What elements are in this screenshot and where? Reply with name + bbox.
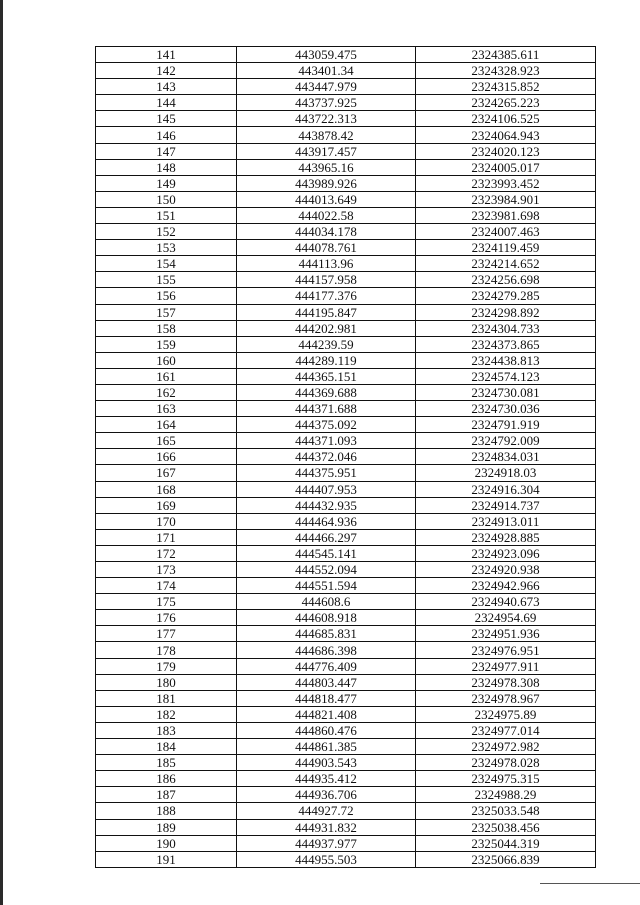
- point-number-cell: 157: [96, 304, 237, 320]
- x-coordinate-cell: 444545.141: [237, 545, 416, 561]
- x-coordinate-cell: 444776.409: [237, 658, 416, 674]
- x-coordinate-cell: 444685.831: [237, 626, 416, 642]
- table-row: [96, 529, 596, 545]
- x-coordinate-cell: 444551.594: [237, 578, 416, 594]
- table-row: [96, 642, 596, 658]
- point-number-cell: 153: [96, 240, 237, 256]
- y-coordinate-cell: 2324106.525: [416, 111, 596, 127]
- x-coordinate-cell: 443447.979: [237, 79, 416, 95]
- x-coordinate-cell: 444369.688: [237, 384, 416, 400]
- point-number-cell: 165: [96, 433, 237, 449]
- point-number-cell: 159: [96, 336, 237, 352]
- table-row: [96, 111, 596, 127]
- x-coordinate-cell: 444861.385: [237, 739, 416, 755]
- x-coordinate-cell: 444034.178: [237, 224, 416, 240]
- y-coordinate-cell: 2324005.017: [416, 159, 596, 175]
- y-coordinate-cell: 2324977.911: [416, 658, 596, 674]
- y-coordinate-cell: 2324730.081: [416, 384, 596, 400]
- y-coordinate-cell: 2323993.452: [416, 175, 596, 191]
- table-row: [96, 658, 596, 674]
- y-coordinate-cell: 2324834.031: [416, 449, 596, 465]
- x-coordinate-cell: 443401.34: [237, 63, 416, 79]
- y-coordinate-cell: 2324315.852: [416, 79, 596, 95]
- y-coordinate-cell: 2325038.456: [416, 819, 596, 835]
- x-coordinate-cell: 444931.832: [237, 819, 416, 835]
- scan-edge-shadow: [0, 0, 3, 905]
- table-row: [96, 626, 596, 642]
- table-row: [96, 706, 596, 722]
- y-coordinate-cell: 2324730.036: [416, 401, 596, 417]
- table-row: [96, 819, 596, 835]
- point-number-cell: 186: [96, 771, 237, 787]
- y-coordinate-cell: 2324978.028: [416, 755, 596, 771]
- x-coordinate-cell: 444552.094: [237, 562, 416, 578]
- point-number-cell: 180: [96, 674, 237, 690]
- x-coordinate-cell: 444365.151: [237, 368, 416, 384]
- y-coordinate-cell: 2324976.951: [416, 642, 596, 658]
- point-number-cell: 152: [96, 224, 237, 240]
- table-row: [96, 610, 596, 626]
- y-coordinate-cell: 2324978.967: [416, 690, 596, 706]
- point-number-cell: 145: [96, 111, 237, 127]
- x-coordinate-cell: 444371.093: [237, 433, 416, 449]
- x-coordinate-cell: 444202.981: [237, 320, 416, 336]
- y-coordinate-cell: 2324942.966: [416, 578, 596, 594]
- table-row: [96, 755, 596, 771]
- y-coordinate-cell: 2324940.673: [416, 594, 596, 610]
- x-coordinate-cell: 444927.72: [237, 803, 416, 819]
- y-coordinate-cell: 2324064.943: [416, 127, 596, 143]
- point-number-cell: 179: [96, 658, 237, 674]
- x-coordinate-cell: 444466.297: [237, 529, 416, 545]
- point-number-cell: 175: [96, 594, 237, 610]
- table-row: [96, 674, 596, 690]
- table-row: [96, 417, 596, 433]
- table-row: [96, 256, 596, 272]
- table-row: [96, 47, 596, 63]
- table-row: [96, 272, 596, 288]
- y-coordinate-cell: 2324256.698: [416, 272, 596, 288]
- x-coordinate-cell: 444464.936: [237, 513, 416, 529]
- y-coordinate-cell: 2324975.89: [416, 706, 596, 722]
- y-coordinate-cell: 2324792.009: [416, 433, 596, 449]
- y-coordinate-cell: 2323981.698: [416, 207, 596, 223]
- point-number-cell: 161: [96, 368, 237, 384]
- x-coordinate-cell: 444686.398: [237, 642, 416, 658]
- point-number-cell: 164: [96, 417, 237, 433]
- y-coordinate-cell: 2323984.901: [416, 191, 596, 207]
- point-number-cell: 146: [96, 127, 237, 143]
- y-coordinate-cell: 2324918.03: [416, 465, 596, 481]
- table-row: [96, 787, 596, 803]
- x-coordinate-cell: 443965.16: [237, 159, 416, 175]
- point-number-cell: 155: [96, 272, 237, 288]
- y-coordinate-cell: 2324298.892: [416, 304, 596, 320]
- table-row: [96, 288, 596, 304]
- x-coordinate-cell: 444608.6: [237, 594, 416, 610]
- y-coordinate-cell: 2324304.733: [416, 320, 596, 336]
- point-number-cell: 171: [96, 529, 237, 545]
- table-row: [96, 240, 596, 256]
- coordinates-table-body: [96, 47, 596, 868]
- y-coordinate-cell: 2324265.223: [416, 95, 596, 111]
- table-row: [96, 594, 596, 610]
- point-number-cell: 173: [96, 562, 237, 578]
- table-row: [96, 384, 596, 400]
- point-number-cell: 174: [96, 578, 237, 594]
- table-row: [96, 207, 596, 223]
- x-coordinate-cell: 444955.503: [237, 851, 416, 867]
- point-number-cell: 141: [96, 47, 237, 63]
- point-number-cell: 184: [96, 739, 237, 755]
- table-row: [96, 63, 596, 79]
- y-coordinate-cell: 2324020.123: [416, 143, 596, 159]
- table-row: [96, 803, 596, 819]
- point-number-cell: 166: [96, 449, 237, 465]
- x-coordinate-cell: 444803.447: [237, 674, 416, 690]
- x-coordinate-cell: 444372.046: [237, 449, 416, 465]
- point-number-cell: 176: [96, 610, 237, 626]
- table-row: [96, 79, 596, 95]
- y-coordinate-cell: 2324916.304: [416, 481, 596, 497]
- y-coordinate-cell: 2324119.459: [416, 240, 596, 256]
- y-coordinate-cell: 2324977.014: [416, 722, 596, 738]
- point-number-cell: 191: [96, 851, 237, 867]
- table-row: [96, 433, 596, 449]
- y-coordinate-cell: 2324438.813: [416, 352, 596, 368]
- point-number-cell: 163: [96, 401, 237, 417]
- y-coordinate-cell: 2324978.308: [416, 674, 596, 690]
- point-number-cell: 188: [96, 803, 237, 819]
- point-number-cell: 143: [96, 79, 237, 95]
- point-number-cell: 148: [96, 159, 237, 175]
- table-row: [96, 578, 596, 594]
- y-coordinate-cell: 2324913.011: [416, 513, 596, 529]
- y-coordinate-cell: 2324791.919: [416, 417, 596, 433]
- point-number-cell: 158: [96, 320, 237, 336]
- y-coordinate-cell: 2324972.982: [416, 739, 596, 755]
- point-number-cell: 177: [96, 626, 237, 642]
- y-coordinate-cell: 2324951.936: [416, 626, 596, 642]
- x-coordinate-cell: 443878.42: [237, 127, 416, 143]
- point-number-cell: 154: [96, 256, 237, 272]
- x-coordinate-cell: 444078.761: [237, 240, 416, 256]
- x-coordinate-cell: 444821.408: [237, 706, 416, 722]
- point-number-cell: 172: [96, 545, 237, 561]
- x-coordinate-cell: 444936.706: [237, 787, 416, 803]
- point-number-cell: 150: [96, 191, 237, 207]
- table-row: [96, 401, 596, 417]
- x-coordinate-cell: 444157.958: [237, 272, 416, 288]
- y-coordinate-cell: 2324373.865: [416, 336, 596, 352]
- x-coordinate-cell: 444371.688: [237, 401, 416, 417]
- y-coordinate-cell: 2324574.123: [416, 368, 596, 384]
- x-coordinate-cell: 444407.953: [237, 481, 416, 497]
- table-row: [96, 352, 596, 368]
- table-row: [96, 368, 596, 384]
- x-coordinate-cell: 444608.918: [237, 610, 416, 626]
- x-coordinate-cell: 443917.457: [237, 143, 416, 159]
- table-row: [96, 95, 596, 111]
- x-coordinate-cell: 444013.649: [237, 191, 416, 207]
- point-number-cell: 170: [96, 513, 237, 529]
- table-row: [96, 336, 596, 352]
- table-row: [96, 481, 596, 497]
- y-coordinate-cell: 2324975.315: [416, 771, 596, 787]
- table-row: [96, 739, 596, 755]
- table-row: [96, 320, 596, 336]
- y-coordinate-cell: 2324385.611: [416, 47, 596, 63]
- x-coordinate-cell: 444022.58: [237, 207, 416, 223]
- x-coordinate-cell: 444818.477: [237, 690, 416, 706]
- table-row: [96, 159, 596, 175]
- point-number-cell: 147: [96, 143, 237, 159]
- y-coordinate-cell: 2325033.548: [416, 803, 596, 819]
- point-number-cell: 169: [96, 497, 237, 513]
- point-number-cell: 144: [96, 95, 237, 111]
- point-number-cell: 190: [96, 835, 237, 851]
- y-coordinate-cell: 2324214.652: [416, 256, 596, 272]
- point-number-cell: 183: [96, 722, 237, 738]
- table-row: [96, 304, 596, 320]
- y-coordinate-cell: 2324954.69: [416, 610, 596, 626]
- y-coordinate-cell: 2325066.839: [416, 851, 596, 867]
- table-row: [96, 465, 596, 481]
- y-coordinate-cell: 2324328.923: [416, 63, 596, 79]
- point-number-cell: 167: [96, 465, 237, 481]
- point-number-cell: 156: [96, 288, 237, 304]
- table-row: [96, 562, 596, 578]
- scan-artifact-line: [540, 883, 640, 884]
- coordinates-table: [95, 46, 596, 868]
- point-number-cell: 160: [96, 352, 237, 368]
- x-coordinate-cell: 444177.376: [237, 288, 416, 304]
- y-coordinate-cell: 2324920.938: [416, 562, 596, 578]
- point-number-cell: 189: [96, 819, 237, 835]
- point-number-cell: 178: [96, 642, 237, 658]
- table-row: [96, 690, 596, 706]
- point-number-cell: 181: [96, 690, 237, 706]
- x-coordinate-cell: 444375.951: [237, 465, 416, 481]
- x-coordinate-cell: 444375.092: [237, 417, 416, 433]
- point-number-cell: 187: [96, 787, 237, 803]
- table-row: [96, 513, 596, 529]
- table-row: [96, 191, 596, 207]
- y-coordinate-cell: 2324914.737: [416, 497, 596, 513]
- y-coordinate-cell: 2324923.096: [416, 545, 596, 561]
- y-coordinate-cell: 2325044.319: [416, 835, 596, 851]
- table-row: [96, 835, 596, 851]
- x-coordinate-cell: 444935.412: [237, 771, 416, 787]
- x-coordinate-cell: 443059.475: [237, 47, 416, 63]
- table-row: [96, 449, 596, 465]
- table-row: [96, 224, 596, 240]
- point-number-cell: 182: [96, 706, 237, 722]
- table-row: [96, 771, 596, 787]
- x-coordinate-cell: 444239.59: [237, 336, 416, 352]
- point-number-cell: 142: [96, 63, 237, 79]
- table-row: [96, 722, 596, 738]
- table-row: [96, 545, 596, 561]
- x-coordinate-cell: 444432.935: [237, 497, 416, 513]
- point-number-cell: 151: [96, 207, 237, 223]
- table-row: [96, 127, 596, 143]
- point-number-cell: 162: [96, 384, 237, 400]
- table-row: [96, 175, 596, 191]
- x-coordinate-cell: 443989.926: [237, 175, 416, 191]
- table-row: [96, 497, 596, 513]
- point-number-cell: 185: [96, 755, 237, 771]
- table-row: [96, 851, 596, 867]
- y-coordinate-cell: 2324988.29: [416, 787, 596, 803]
- table-row: [96, 143, 596, 159]
- x-coordinate-cell: 444937.977: [237, 835, 416, 851]
- x-coordinate-cell: 444289.119: [237, 352, 416, 368]
- x-coordinate-cell: 443737.925: [237, 95, 416, 111]
- x-coordinate-cell: 444860.476: [237, 722, 416, 738]
- y-coordinate-cell: 2324007.463: [416, 224, 596, 240]
- x-coordinate-cell: 443722.313: [237, 111, 416, 127]
- x-coordinate-cell: 444113.96: [237, 256, 416, 272]
- x-coordinate-cell: 444195.847: [237, 304, 416, 320]
- point-number-cell: 168: [96, 481, 237, 497]
- point-number-cell: 149: [96, 175, 237, 191]
- y-coordinate-cell: 2324279.285: [416, 288, 596, 304]
- x-coordinate-cell: 444903.543: [237, 755, 416, 771]
- y-coordinate-cell: 2324928.885: [416, 529, 596, 545]
